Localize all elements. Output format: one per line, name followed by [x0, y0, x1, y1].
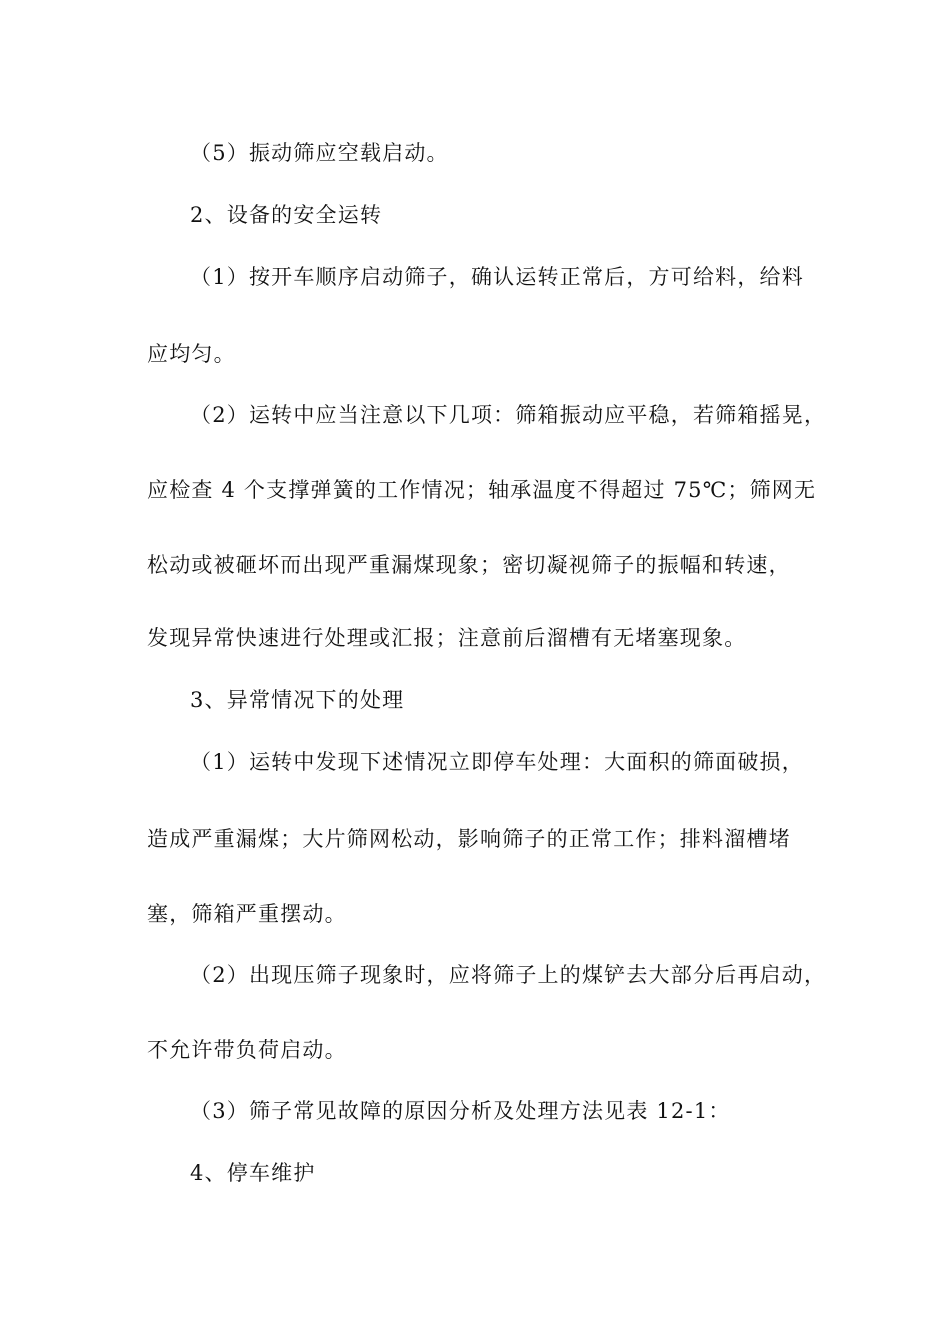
- paragraph-start-sequence: （1）按开车顺序启动筛子，确认运转正常后，方可给料，给料: [190, 265, 804, 289]
- paragraph-operation-notes-cont-2: 松动或被砸坏而出现严重漏煤现象；密切凝视筛子的振幅和转速，: [147, 553, 791, 577]
- paragraph-no-load-start: （5）振动筛应空载启动。: [190, 141, 449, 165]
- paragraph-operation-notes-cont-1: 应检查 4 个支撑弹簧的工作情况；轴承温度不得超过 75℃；筛网无: [147, 478, 817, 502]
- section-heading-safe-operation: 2、设备的安全运转: [190, 203, 383, 227]
- paragraph-stop-conditions: （1）运转中发现下述情况立即停车处理：大面积的筛面破损，: [190, 750, 804, 774]
- paragraph-start-sequence-cont: 应均匀。: [147, 342, 236, 366]
- section-heading-shutdown-maintenance: 4、停车维护: [190, 1161, 316, 1185]
- section-heading-abnormal-handling: 3、异常情况下的处理: [190, 688, 405, 712]
- paragraph-operation-notes-cont-3: 发现异常快速进行处理或汇报；注意前后溜槽有无堵塞现象。: [147, 626, 747, 650]
- paragraph-fault-table-reference: （3）筛子常见故障的原因分析及处理方法见表 12-1：: [190, 1099, 731, 1123]
- paragraph-stop-conditions-cont-2: 塞，筛箱严重摆动。: [147, 902, 347, 926]
- paragraph-stop-conditions-cont-1: 造成严重漏煤；大片筛网松动，影响筛子的正常工作；排料溜槽堵: [147, 827, 791, 851]
- paragraph-overload-restart-cont: 不允许带负荷启动。: [147, 1038, 347, 1062]
- paragraph-operation-notes: （2）运转中应当注意以下几项：筛箱振动应平稳，若筛箱摇晃，: [190, 403, 827, 427]
- paragraph-overload-restart: （2）出现压筛子现象时，应将筛子上的煤铲去大部分后再启动，: [190, 963, 827, 987]
